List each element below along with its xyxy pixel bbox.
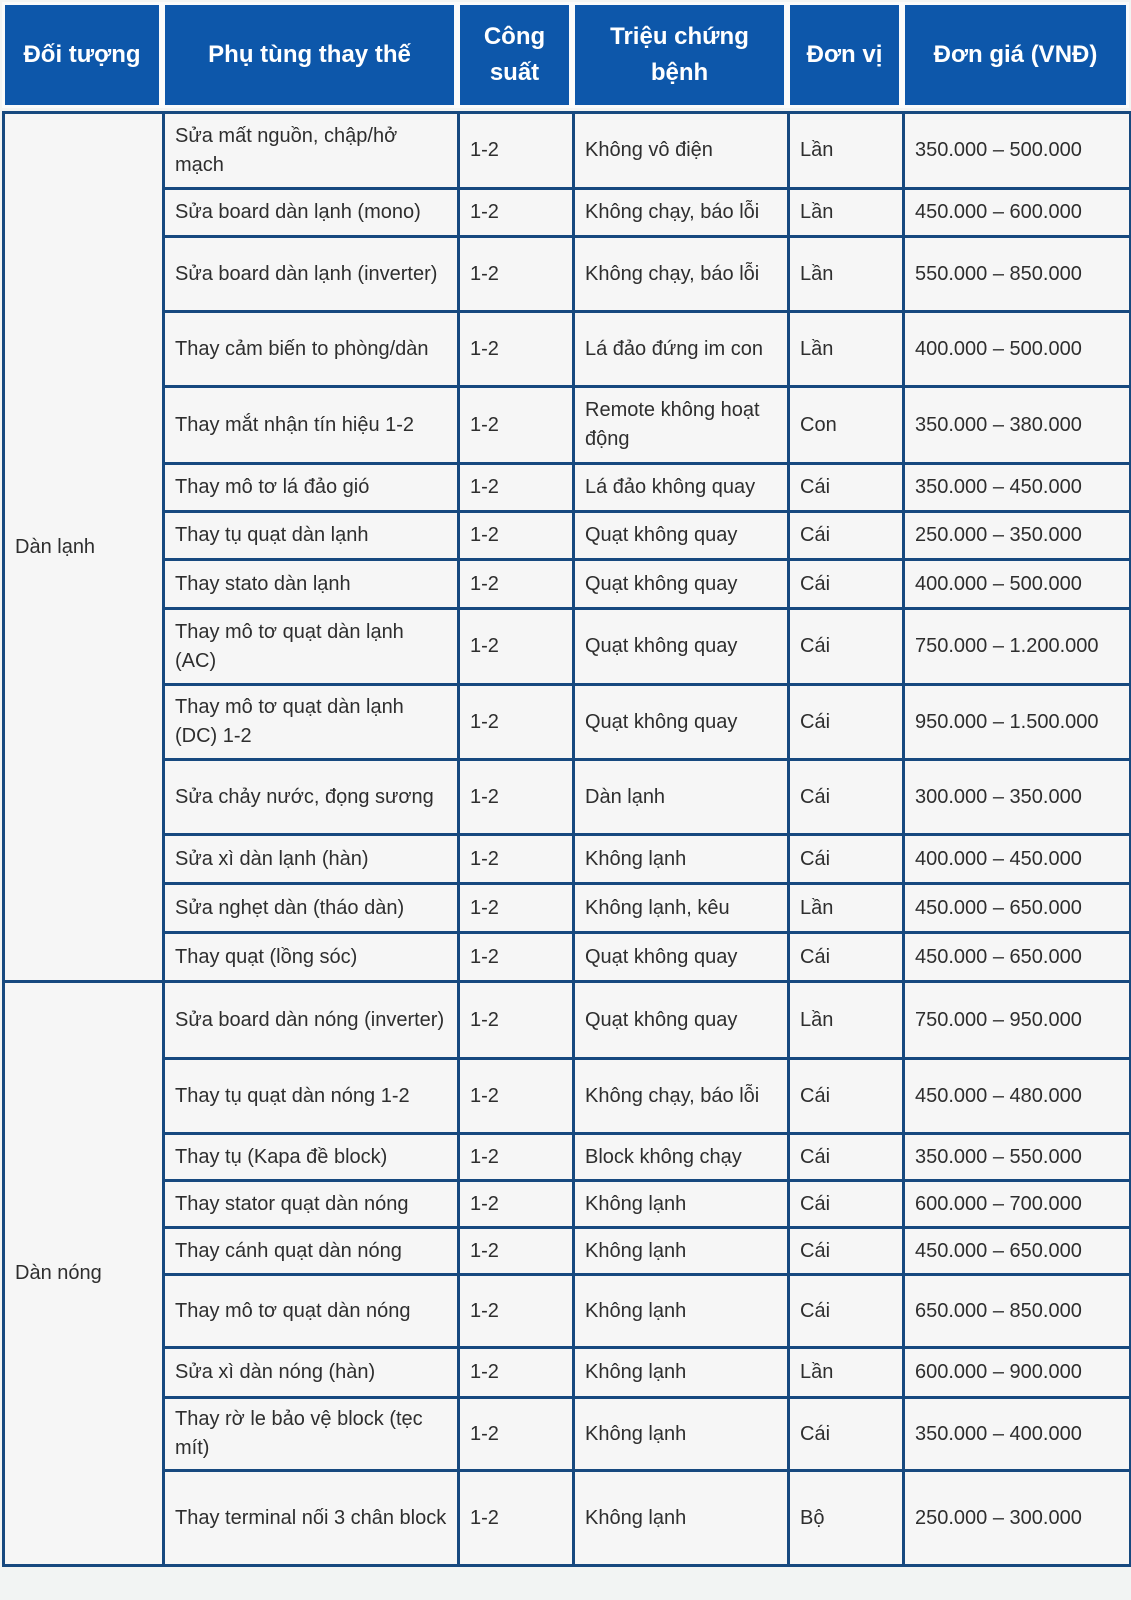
table-row: [4, 237, 1131, 312]
part-cell: Sửa mất nguồn, chập/hở mạch: [164, 113, 459, 189]
symptom-cell: Quạt không quay: [574, 933, 789, 982]
part-cell: Thay stator quạt dàn nóng: [164, 1181, 459, 1228]
unit-cell: Cái: [789, 1275, 904, 1348]
unit-cell: Lần: [789, 312, 904, 387]
column-header-don-vi: Đơn vị: [787, 2, 902, 108]
price-cell: 600.000 – 900.000: [904, 1348, 1131, 1398]
unit-cell: Cái: [789, 464, 904, 512]
table-row: [4, 1228, 1131, 1275]
part-cell: Thay mô tơ quạt dàn lạnh (DC) 1-2: [164, 685, 459, 760]
capacity-cell: 1-2: [459, 1398, 574, 1471]
symptom-cell: Không lạnh: [574, 1228, 789, 1275]
symptom-cell: Remote không hoạt động: [574, 387, 789, 464]
price-cell: 450.000 – 480.000: [904, 1059, 1131, 1134]
part-cell: Sửa chảy nước, đọng sương: [164, 760, 459, 835]
part-cell: Thay cảm biến to phòng/dàn: [164, 312, 459, 387]
column-header-trieu-chung: Triệu chứng bệnh: [572, 2, 787, 108]
part-cell: Thay mắt nhận tín hiệu 1-2: [164, 387, 459, 464]
table-row: [4, 1471, 1131, 1566]
unit-cell: Cái: [789, 1398, 904, 1471]
capacity-cell: 1-2: [459, 1228, 574, 1275]
symptom-cell: Quạt không quay: [574, 609, 789, 685]
unit-cell: Lần: [789, 884, 904, 933]
column-header-cong-suat: Công suất: [457, 2, 572, 108]
capacity-cell: 1-2: [459, 1471, 574, 1566]
part-cell: Thay terminal nối 3 chân block: [164, 1471, 459, 1566]
unit-cell: Lần: [789, 1348, 904, 1398]
table-row: [4, 1181, 1131, 1228]
price-cell: 950.000 – 1.500.000: [904, 685, 1131, 760]
capacity-cell: 1-2: [459, 464, 574, 512]
unit-cell: Cái: [789, 1134, 904, 1181]
capacity-cell: 1-2: [459, 387, 574, 464]
price-cell: 750.000 – 1.200.000: [904, 609, 1131, 685]
part-cell: Thay quạt (lồng sóc): [164, 933, 459, 982]
capacity-cell: 1-2: [459, 189, 574, 237]
unit-cell: Cái: [789, 609, 904, 685]
capacity-cell: 1-2: [459, 982, 574, 1059]
symptom-cell: Không vô điện: [574, 113, 789, 189]
table-row: [4, 835, 1131, 884]
symptom-cell: Quạt không quay: [574, 560, 789, 609]
unit-cell: Lần: [789, 982, 904, 1059]
table-row: [4, 933, 1131, 982]
column-header-phu-tung: Phụ tùng thay thế: [162, 2, 457, 108]
symptom-cell: Không chạy, báo lỗi: [574, 1059, 789, 1134]
symptom-cell: Không lạnh: [574, 1348, 789, 1398]
capacity-cell: 1-2: [459, 1134, 574, 1181]
price-cell: 450.000 – 650.000: [904, 1228, 1131, 1275]
price-cell: 300.000 – 350.000: [904, 760, 1131, 835]
capacity-cell: 1-2: [459, 609, 574, 685]
symptom-cell: Không lạnh, kêu: [574, 884, 789, 933]
capacity-cell: 1-2: [459, 1275, 574, 1348]
unit-cell: Cái: [789, 835, 904, 884]
unit-cell: Cái: [789, 1228, 904, 1275]
table-row: [4, 1134, 1131, 1181]
price-cell: 350.000 – 400.000: [904, 1398, 1131, 1471]
symptom-cell: Lá đảo đứng im con: [574, 312, 789, 387]
capacity-cell: 1-2: [459, 512, 574, 560]
table-row: [4, 512, 1131, 560]
part-cell: Thay mô tơ quạt dàn nóng: [164, 1275, 459, 1348]
capacity-cell: 1-2: [459, 835, 574, 884]
table-row: [4, 982, 1131, 1059]
table-row: [4, 464, 1131, 512]
table-row: [4, 1275, 1131, 1348]
capacity-cell: 1-2: [459, 760, 574, 835]
part-cell: Thay mô tơ quạt dàn lạnh (AC): [164, 609, 459, 685]
table-row: [4, 685, 1131, 760]
repair-price-table: [0, 2, 1129, 1567]
symptom-cell: Không lạnh: [574, 1471, 789, 1566]
symptom-cell: Dàn lạnh: [574, 760, 789, 835]
price-cell: 450.000 – 600.000: [904, 189, 1131, 237]
capacity-cell: 1-2: [459, 933, 574, 982]
table-row: [4, 312, 1131, 387]
capacity-cell: 1-2: [459, 1181, 574, 1228]
symptom-cell: Lá đảo không quay: [574, 464, 789, 512]
table-row: [4, 1398, 1131, 1471]
capacity-cell: 1-2: [459, 560, 574, 609]
price-cell: 450.000 – 650.000: [904, 884, 1131, 933]
capacity-cell: 1-2: [459, 884, 574, 933]
symptom-cell: Không lạnh: [574, 1275, 789, 1348]
price-cell: 350.000 – 450.000: [904, 464, 1131, 512]
table-row: [4, 387, 1131, 464]
price-cell: 400.000 – 450.000: [904, 835, 1131, 884]
unit-cell: Cái: [789, 1059, 904, 1134]
symptom-cell: Không chạy, báo lỗi: [574, 237, 789, 312]
price-cell: 350.000 – 550.000: [904, 1134, 1131, 1181]
symptom-cell: Quạt không quay: [574, 685, 789, 760]
price-cell: 600.000 – 700.000: [904, 1181, 1131, 1228]
table-row: [4, 609, 1131, 685]
price-cell: 350.000 – 500.000: [904, 113, 1131, 189]
price-cell: 650.000 – 850.000: [904, 1275, 1131, 1348]
unit-cell: Lần: [789, 113, 904, 189]
column-header-don-gia: Đơn giá (VNĐ): [902, 2, 1129, 108]
price-cell: 450.000 – 650.000: [904, 933, 1131, 982]
symptom-cell: Không lạnh: [574, 835, 789, 884]
price-cell: 250.000 – 300.000: [904, 1471, 1131, 1566]
part-cell: Sửa board dàn nóng (inverter): [164, 982, 459, 1059]
table-header-row: [2, 2, 1129, 108]
part-cell: Sửa xì dàn nóng (hàn): [164, 1348, 459, 1398]
table-row: [4, 884, 1131, 933]
price-cell: 550.000 – 850.000: [904, 237, 1131, 312]
unit-cell: Lần: [789, 237, 904, 312]
table-row: [4, 189, 1131, 237]
table-row: [4, 1059, 1131, 1134]
price-cell: 400.000 – 500.000: [904, 560, 1131, 609]
table-row: [4, 1348, 1131, 1398]
capacity-cell: 1-2: [459, 113, 574, 189]
group-cell: Dàn lạnh: [4, 113, 164, 982]
part-cell: Thay mô tơ lá đảo gió: [164, 464, 459, 512]
unit-cell: Con: [789, 387, 904, 464]
symptom-cell: Không lạnh: [574, 1181, 789, 1228]
part-cell: Thay tụ quạt dàn lạnh: [164, 512, 459, 560]
unit-cell: Cái: [789, 560, 904, 609]
part-cell: Sửa board dàn lạnh (mono): [164, 189, 459, 237]
unit-cell: Lần: [789, 189, 904, 237]
part-cell: Sửa xì dàn lạnh (hàn): [164, 835, 459, 884]
capacity-cell: 1-2: [459, 1059, 574, 1134]
symptom-cell: Block không chạy: [574, 1134, 789, 1181]
capacity-cell: 1-2: [459, 685, 574, 760]
table-body: [2, 111, 1131, 1567]
price-cell: 750.000 – 950.000: [904, 982, 1131, 1059]
part-cell: Thay rờ le bảo vệ block (tẹc mít): [164, 1398, 459, 1471]
part-cell: Thay stato dàn lạnh: [164, 560, 459, 609]
column-header-doi-tuong: Đối tượng: [2, 2, 162, 108]
part-cell: Sửa board dàn lạnh (inverter): [164, 237, 459, 312]
price-cell: 250.000 – 350.000: [904, 512, 1131, 560]
part-cell: Thay cánh quạt dàn nóng: [164, 1228, 459, 1275]
price-cell: 400.000 – 500.000: [904, 312, 1131, 387]
part-cell: Thay tụ (Kapa đề block): [164, 1134, 459, 1181]
capacity-cell: 1-2: [459, 237, 574, 312]
table-row: [4, 113, 1131, 189]
price-cell: 350.000 – 380.000: [904, 387, 1131, 464]
symptom-cell: Không lạnh: [574, 1398, 789, 1471]
symptom-cell: Quạt không quay: [574, 512, 789, 560]
unit-cell: Cái: [789, 933, 904, 982]
part-cell: Thay tụ quạt dàn nóng 1-2: [164, 1059, 459, 1134]
part-cell: Sửa nghẹt dàn (tháo dàn): [164, 884, 459, 933]
capacity-cell: 1-2: [459, 1348, 574, 1398]
unit-cell: Cái: [789, 1181, 904, 1228]
unit-cell: Bộ: [789, 1471, 904, 1566]
unit-cell: Cái: [789, 760, 904, 835]
table-row: [4, 760, 1131, 835]
symptom-cell: Quạt không quay: [574, 982, 789, 1059]
capacity-cell: 1-2: [459, 312, 574, 387]
unit-cell: Cái: [789, 512, 904, 560]
group-cell: Dàn nóng: [4, 982, 164, 1566]
unit-cell: Cái: [789, 685, 904, 760]
table-row: [4, 560, 1131, 609]
symptom-cell: Không chạy, báo lỗi: [574, 189, 789, 237]
